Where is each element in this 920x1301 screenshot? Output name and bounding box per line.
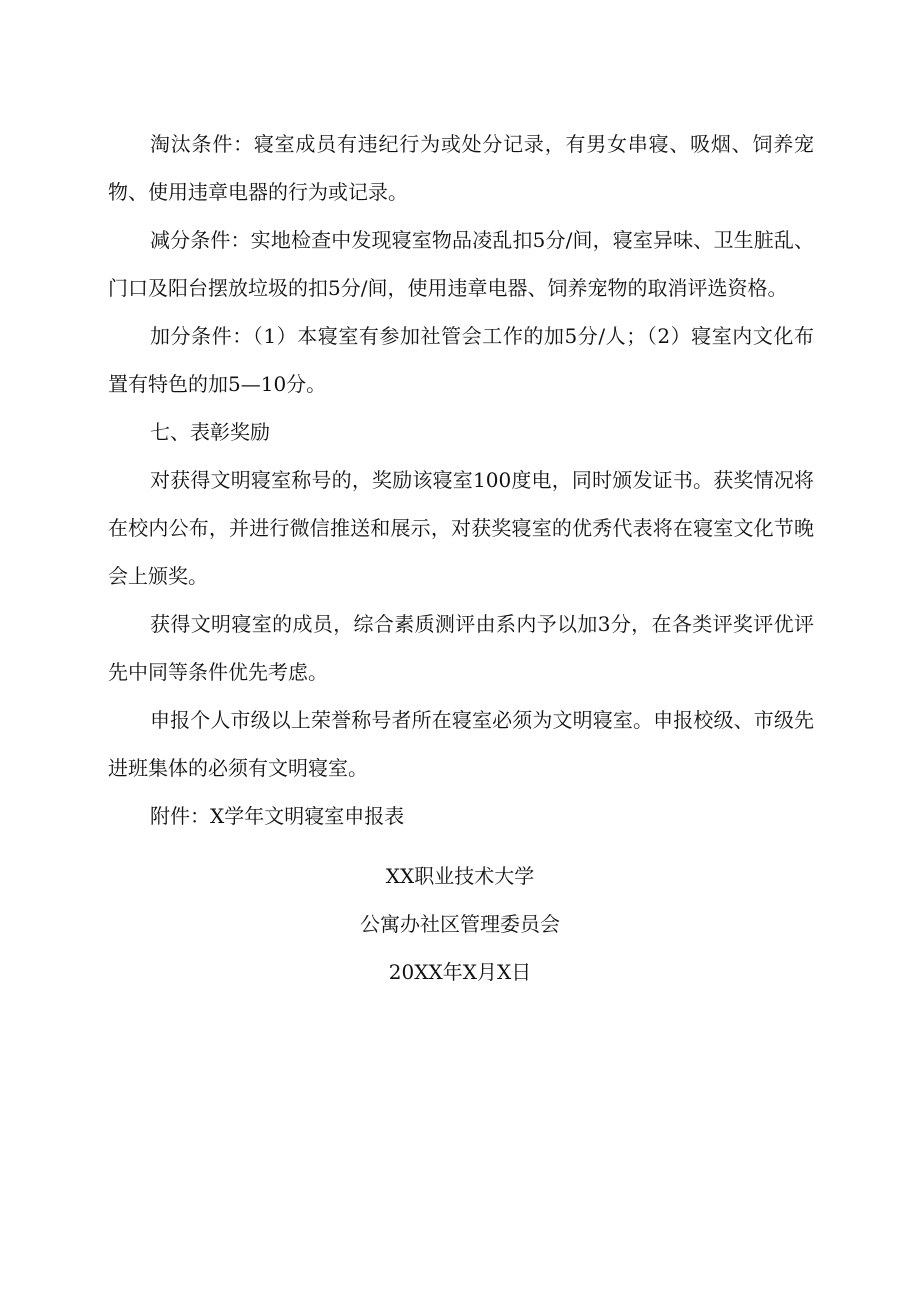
paragraph-honor-requirements: 申报个人市级以上荣誉称号者所在寝室必须为文明寝室。申报校级、市级先进班集体的必须有文明寝室。 bbox=[108, 708, 814, 780]
signature-date: 20XX年X月X日 bbox=[388, 960, 532, 984]
paragraph-elimination-conditions: 淘汰条件：寝室成员有违纪行为或处分记录，有男女串寝、吸烟、饲养宠物、使用违章电器的行为或记录。 bbox=[108, 132, 814, 204]
signature-department: 公寓办社区管理委员会 bbox=[360, 912, 560, 936]
paragraph-award-details: 对获得文明寝室称号的，奖励该寝室100度电，同时颁发证书。获奖情况将在校内公布，并进行微信推送和展示，对获奖寝室的优秀代表将在寝室文化节晚会上颁奖。 bbox=[108, 468, 814, 588]
section-heading-awards: 七、表彰奖励 bbox=[150, 420, 270, 444]
paragraph-attachment: 附件：X学年文明寝室申报表 bbox=[150, 804, 405, 828]
paragraph-member-benefits: 获得文明寝室的成员，综合素质测评由系内予以加3分，在各类评奖评优评先中同等条件优先考虑。 bbox=[108, 612, 814, 684]
paragraph-bonus-conditions: 加分条件：（1）本寝室有参加社管会工作的加5分/人；（2）寝室内文化布置有特色的加5—10分。 bbox=[108, 324, 814, 396]
signature-organization: XX职业技术大学 bbox=[385, 864, 535, 888]
paragraph-deduction-conditions: 减分条件：实地检查中发现寝室物品凌乱扣5分/间，寝室异味、卫生脏乱、门口及阳台摆放垃圾的扣5分/间，使用违章电器、饲养宠物的取消评选资格。 bbox=[108, 228, 814, 300]
